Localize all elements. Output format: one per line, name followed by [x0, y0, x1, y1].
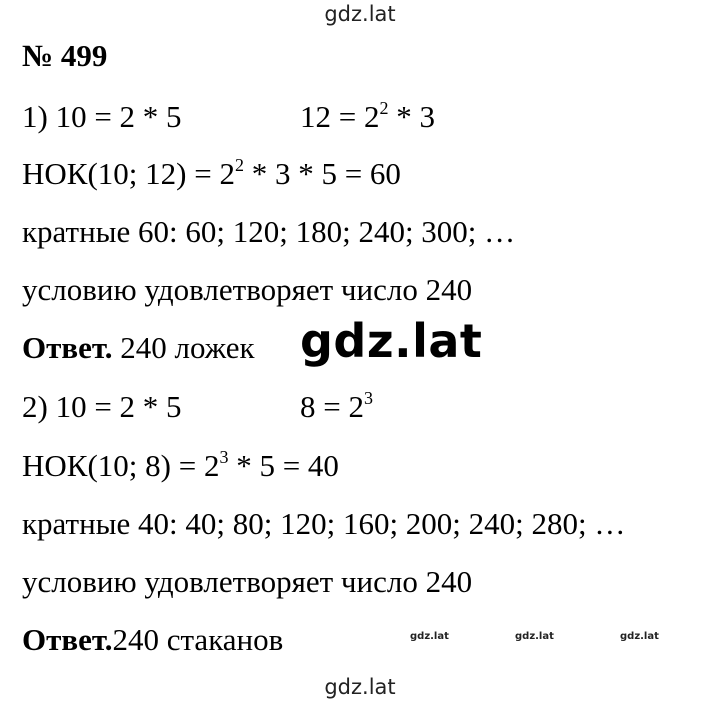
part1-answer-label: Ответ. [22, 330, 113, 365]
part1-answer-text: 240 ложек [112, 330, 255, 365]
part1-eq-a: 1) 10 = 2 * 5 [22, 99, 182, 134]
problem-title: № 499 [22, 38, 108, 73]
part2-condition: условию удовлетворяет число 240 [22, 564, 473, 599]
watermark-big: gdz.lat [300, 314, 483, 368]
part2-multiples: кратные 40: 40; 80; 120; 160; 200; 240; 280; … [22, 506, 626, 541]
part1-answer [22, 332, 255, 363]
part1-lcm: НОК(10; $12) = 2^2 * 3 * 5 = 60$ [22, 155, 401, 191]
part2-eq-a: 2) 10 = 2 * 5 [22, 389, 182, 424]
part2-lcm: НОК(10; $8) = 2^3 * 5 = 40$ [22, 447, 339, 483]
watermark-small-2: gdz.lat [515, 631, 554, 642]
part2-eq-b: $8 = 2^3$ [300, 388, 373, 424]
watermark-small-3: gdz.lat [620, 631, 659, 642]
part1-multiples: кратные 60: 60; 120; 180; 240; 300; … [22, 214, 516, 249]
part1-factorization [22, 98, 435, 134]
part1-condition: условию удовлетворяет число 240 [22, 272, 473, 307]
watermark-top: gdz.lat [324, 2, 396, 26]
watermark-small-1: gdz.lat [410, 631, 449, 642]
part1-eq-b: $12 = 2^2 * 3$ [300, 98, 435, 134]
part2-answer-text: 240 стаканов [112, 622, 284, 657]
watermark-bottom: gdz.lat [324, 675, 396, 699]
part2-answer-label: Ответ. [22, 622, 113, 657]
part2-answer [22, 624, 283, 655]
part2-factorization [22, 388, 373, 424]
